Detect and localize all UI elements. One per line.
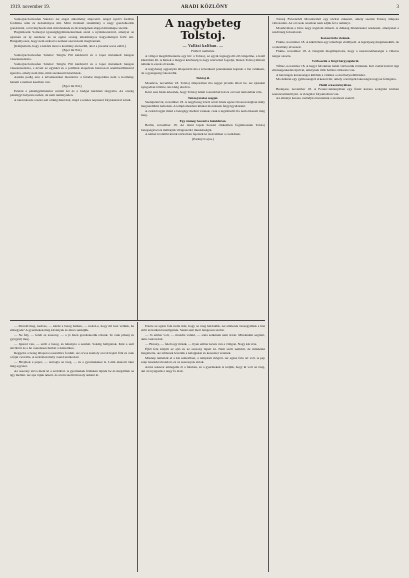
paragraph: Moszkvában e hírre nagy izgalom támadt. A diákság tüntetéseket rendezett, amelyeket a rendőrség feloszlatott. [272,26,399,35]
paragraph: Azután pedig erre a következőket mondotta: a feladat megoldása nem a kormány, hanem a nemzet kezében van. [10,75,134,84]
issue-date: 1919. november 19. [10,5,50,10]
paragraph: — Mondd meg, kedves, — kérdé a beteg halkan, — tudod-e, hogy mi lesz velünk, ha elmegyek? A gyermekek még kicsinyek és nincs senkijük. [10,324,134,333]
paragraph: A nagybeteg aggastyán állapotáról ma a következő jelentéseket kaptuk: a láz csökkent, de a gyengeség fokozódik. [141,66,265,75]
paragraph: A világot megdöbbentette egy hír: a Tolstoj, az egyik legnagyobb élő lángelme, a halál küszöbén áll. A hírnek a magyar közönség is nagy részvéttel fogadja, hiszen Tolstoj műveit nálunk is ezrek olvassák. [141,53,265,66]
signature: (Eger mr Pál.) [62,48,82,53]
paragraph: Moszkva, november 18. Tolstoj állapotában ma reggel javulás állott be. Az éjszakát nyugodtan töltötte, kis ideig aludt is. [141,81,265,90]
paragraph: Haglalkozik Somorjai igazságügyminiszteréinek azzal a nyilatkozatával, amelyet az ujonnan az új rendszer és az egész ország alkotmányos hagyományai felől tett. Hangsúlyozza, hogy nem szabad a nemzet szervezetét megbontani. [10,30,134,43]
column-divider [268,16,269,572]
paragraph: Fiume, november 18. A vizsgálat megállapította, hogy a szerencsétlenséget a viharos tenger okozta. [272,49,399,58]
paragraph: A család tagjai mind a betegágy mellett vannak, csak a legidősebb fia nem érkezett még meg. [141,109,265,118]
column-middle [141,17,265,317]
paragraph: Budapest, november 18. A Ferenc-laktanyában egy fiatal katona szolgálat közben szerencsétlenül járt. A vizsgálat folyamatban van. [272,87,399,96]
page-number: 3 [396,5,399,10]
paragraph: — Hívjátok a papot, — suttogta az öreg, — és a gyermekeket is. Látni akarom őket még egyszer. [10,360,134,369]
paragraph: A hatóságok katonaságot küldtek a vidékre a rend helyreállítására. [276,72,366,77]
paragraph: (Kifejtettem, hogy a kérdés most a kormány elé került, ahol a javaslat sorsa eldől.) [14,43,126,48]
paragraph: Somorjai-Somosfen Sándor: Sürgős Fül kérdésről és a lapot mérsékelt hangon visszautasította. [10,53,134,62]
paragraph: Ma délután egy gyilkosságról érkezett hír, amely a környék lakosságát nagyon felizgatta. [276,77,397,82]
article-subheadline: — Vallási kaliban. — [182,44,224,48]
paragraph: Fiume, november 18. A kikötőben egy teherhajó elsüllyedt. A legénység megmenekült, de a rakomány elveszett. [272,40,399,49]
column-divider [137,16,138,320]
paragraph: Az elhunyt katona családját értesítették a szomorú esetről. [276,96,355,101]
masthead [10,4,399,15]
section-heading: Vérboszúk a főrgi bárgyágukról. [311,59,360,64]
section-rule [10,320,265,321]
paragraph: A tanácskozás a késő esti órákig húzódott, majd a rendes napirend folytatásával zárult. [14,98,132,102]
paragraph: — Jó ember volt, — mondta valaki, — soha senkinek nem ártott. Mindenkin segített, akin csak tudott. [141,333,265,342]
paragraph: Somorjai-Somosfen Sándor: Sürgős Fül kérdésről és a lapot mérsékelt hangon visszautasította, s érveit az egyházi és a politikai alapelvek határozott szembeállításával igazolta, amely nem más, mint szerkesztő kísérletek. [10,62,134,75]
signature: (Eger mr Pál.) [62,84,82,89]
paragraph: Estére az egész falu tudta már, hogy az öreg haldoklik. Az emberek összegyűltek a ház előtt és halkan beszélgettek. Senki sem mert hangosan szólni. [141,324,265,333]
paragraph: Azóta sokszor emlegetik őt a faluban, és a gyermekek is tudják, hogy ki volt az öreg, aki ott nyugszik a nagy fa alatt. [141,364,265,373]
paragraph: Somorjai-Somosfen Sándor: Az angol alkotmány alapvetői. Angol nyelvi fordítás fordítása után és tudományos mű. Mint történeti tanulmány a nagy gondolkodók gondolatai, a törvényhozás mai mívelésének és dicsőségének alapjai mintaképe szerint. [10,17,134,30]
section-heading: Katasztrófa vizének. [320,35,351,40]
column-divider [137,322,138,572]
paragraph: — Ne félj, — felelt az asszony, — a jó Isten gondoskodik rólunk. Te csak pihenj és gyógyulj meg. [10,333,134,342]
paragraph: — Bizony, — felelt egy másik, — ilyen ember kevés van a világon. Nagy kár érte. [145,342,258,346]
paragraph: — Igazad van, — szólt a beteg, és lehunyta a szemét. Sokáig hallgattak. Kint a szél süvöltött és a hó csendesen hullott a háztetőkre. [10,342,134,351]
paragraph: Szentpétervár, november 18. A nagybeteg íróról szóló hírek egész Oroszországban mély megrendülést keltettek. A templomokban imákat mondanak felgyógyulásáért. [141,100,265,109]
paragraph: Az asszony sírva ment ki a szobából. A gyermekek félénken léptek be és megálltak az ágy mellett. Az apa rájuk nézett, és arcán szelíd mosoly suhant át. [10,369,134,378]
paragraph: Másnap temették el a kis temetőben, a templom mögött. Az egész falu ott volt. A pap szép beszédet mondott, és az asszonyok sírtak. [141,355,265,364]
paragraph: Tolstoj Flórenzből Moszkvából egy távirat érkezett, amely szerint Tolstoj állapota változatlan. Az orvosok azonban nem adják fel a reményt. [272,17,399,26]
article-headline: A nagybeteg Tolstoj. [164,17,242,42]
signature: (Parányi Lajos.) [192,137,214,142]
feuilleton-left [10,324,134,569]
section-heading: Tolstoj él. [195,76,210,81]
section-heading: Egy önmeg Sesszél a haloldéron. [179,118,227,123]
paragraph: Ezután a pénzügyminiszter szólalt fel és a budget kérdését tárgyalta. Az ország pénzügyi helyzete nehéz, de nem reménytelen. [10,89,134,98]
paragraph: Késő este hírek érkeztek, hogy Tolstoj ismét rosszabbul lett és orvosai lemondtak róla. [145,90,263,95]
column-left [10,17,134,317]
paragraph: A német irodalmi körök táviratban fejezték ki részvétüket a családnak. [145,132,241,137]
newspaper-title: ARADI KÖZLÖNY [180,5,229,10]
section-heading: Tolstoj utolsó napjai. [187,95,219,100]
paragraph: Reggelre a beteg állapota rosszabbra fordult. Az orvos komoly arccal hajolt fölé és csak a fejét csóválta. A szobában mély csend uralkodott. [10,351,134,360]
paragraph: Berlin, november 18. Az itteni lapok hosszú cikkekben foglalkoznak Tolstoj betegségével és méltatják világraszóló munkásságát. [141,123,265,132]
article-byline: Fütberi tudósítás. [190,49,216,54]
paragraph: Éjfél felé kinyílt az ajtó és az asszony lépett ki. Nem szólt semmit, de mindenki megértette. Az emberek levették a kalapjukat és keresztet vetettek. [141,346,265,355]
section-heading: Halál a kaszárnyában. [319,82,352,87]
column-right [272,17,399,569]
feuilleton-right [141,324,265,569]
paragraph: Tiflisz, november 18. A hegyi falvakban ismét vérboszúk történtek. Két család között régi ellenségeskedés újult ki, amelynek több halálos áldozata van. [272,63,399,72]
